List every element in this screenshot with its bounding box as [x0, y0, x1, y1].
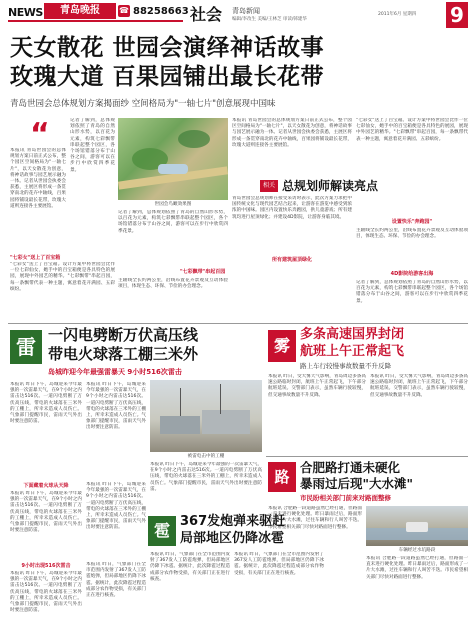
- sidebar-title: 总规划师解读亮点: [282, 179, 379, 193]
- paper-name: 青岛晚报: [44, 3, 116, 19]
- story4-col-1: 本报讯 合肥路一段道路虽然已经打通，但路面一直未进行硬化处理。昨日暴雨过后，路面形成了一片大水滩，过往车辆和行人叫苦不迭。市民希望相关部门尽快对路面进行整修。: [268, 506, 362, 530]
- road-badge-icon: 路: [268, 462, 296, 492]
- lead-section-title: "七彩女"送上了百宝箱: [10, 255, 61, 261]
- story5-col-1: 本报讯 昨日，气象部门在全市范围内发射了367发人工防雹炮弹，但局部地区仍降下冰雹。据统计，此次降雹过程造成部分农作物受损，有关部门正在进行核查。: [86, 562, 146, 599]
- story2-headline-2: 带电火球落工棚三米外: [48, 345, 199, 363]
- story5-headline-2: 局部地区仍降冰雹: [180, 531, 285, 546]
- lightning-badge-icon: 雷: [10, 330, 42, 364]
- section-name: 社会: [190, 5, 223, 24]
- section-divider: [8, 323, 468, 324]
- fog-badge-icon: 雾: [268, 330, 296, 362]
- story3-subhead: 路上车行较慢事故数量不升反降: [300, 362, 391, 370]
- story3-col-2: 本报讯 昨日，受大雾天气影响，青岛周边多条高速公路临时封闭，航班上午正常起飞，下午部分航班延误。交警部门表示，虽然车辆行驶较慢，但交通事故数量不升反降。: [370, 374, 468, 398]
- story4-col-2: 本报讯 合肥路一段道路虽然已经打通，但路面一直未进行硬化处理。昨日暴雨过后，路面形成了一片大水滩，过往车辆和行人叫苦不迭。市民希望相关部门尽快对路面进行整修。: [366, 556, 468, 580]
- story2-col-2: 本报讯 昨日下午，岛城迎来今年最强的一次雷暴天气，在9个小时之内雷击达516次。一道闪电劈断了万伏高压线，带电的火球落在三米外的工棚上，所幸未造成人员伤亡。气象部门提醒市民，雷雨天气外出时要注意防雷。: [86, 382, 146, 431]
- lead-column-4: 主轴线全长约两公里，沿线布置花卉景观及互动体验项目，体现生态、环保、节俭的办会理念。: [118, 278, 228, 290]
- story2-col-3: 本报讯 昨日下午，岛城迎来今年最强的一次雷暴天气，在9个小时之内雷击达516次。一道闪电劈断了万伏高压线，带电的火球落在三米外的工棚上，所幸未造成人员伤亡。气象部门提醒市民，雷雨天气外出时要注意防雷。: [10, 491, 82, 534]
- story2-section-title: 下面藏着火球从天降: [23, 483, 69, 489]
- story3-headline-1: 多条高速国界封闭: [300, 327, 405, 342]
- sidebar-text-2: 主轴线全长约两公里，沿线布置花卉景观及互动体验项目，体现生态、环保、节俭的办会理念。: [356, 228, 468, 240]
- story5-col-3: 本报讯 昨日，气象部门在全市范围内发射了367发人工防雹炮弹，但局部地区仍降下冰雹。据统计，此次降雹过程造成部分农作物受损，有关部门正在进行核查。: [234, 552, 324, 576]
- story4-photo: [366, 506, 468, 546]
- lead-photo-caption: 世园会鸟瞰效果图: [154, 202, 192, 207]
- story2-section-title-2: 9小时出现516次雷击: [21, 563, 71, 569]
- story2-subhead: 岛城昨迎今年最强雷暴天 9小时516次雷击: [48, 368, 182, 376]
- lead-column-5: 本报讯 青岛世园会的总体规划方案日前正式公布，整个园区空间格局为"一轴七片"，以天女散花为创意，将神话故事与园艺展示融为一体。记者从世园会执委会获悉，主展区将形成一条贯穿南北的花卉中轴线，百果园将铺设最长花带，玫瑰大道则连接各主要展馆。: [232, 118, 352, 148]
- section-divider-right: [266, 456, 468, 457]
- story2-photo: [150, 380, 262, 452]
- lead-column-1: 本报讯 青岛世园会的总体规划方案日前正式公布，整个园区空间格局为"一轴七片"，以天女散花为创意，将神话故事与园艺展示融为一体。记者从世园会执委会获悉，主展区将形成一条贯穿南北的花卉中轴线，百果园将铺设最长花带，玫瑰大道则连接各主要展馆。: [10, 148, 66, 209]
- sidebar-sub-3: 4D影院给游客出海: [390, 271, 434, 277]
- sidebar-sub-1: 设置快乐"奔跑园": [391, 219, 433, 225]
- story2-photo-caption: 被雷电击中的工棚: [187, 454, 225, 459]
- story3-headline-2: 航班上午正常起飞: [300, 344, 405, 359]
- lead-photo: [118, 118, 228, 200]
- quote-mark-icon: “: [30, 117, 50, 152]
- section-sub: 青岛新闻: [232, 7, 260, 15]
- story4-photo-caption: 车辆经过水坑路段: [398, 548, 436, 553]
- story2-headline-1: 一闪电劈断万伏高压线: [48, 326, 199, 344]
- lead-headline-1: 天女散花 世园会演绎神话故事: [10, 35, 325, 61]
- lead-column-6: "七彩女"送上了百宝箱。设计方案中将世园会比作一位七彩仙女，她手中的百宝箱便是各具特色的展园，展现中外园艺的精华。"七彩飘带"串起百园，每一条飘带代表一种主题，寓意着花开满园、五彩缤纷。: [356, 118, 468, 142]
- lead-column-3b: 记者了解到，总体规划依照了青岛的自然山形水势，以百花为元素，构筑七彩飘带串联起整个园区，各个场馆错落分布于山谷之间，游客可以在步行中欣赏四季花景。: [118, 210, 228, 234]
- page-number: 9: [446, 2, 468, 28]
- lead-headline-2: 玫瑰大道 百果园铺出最长花带: [10, 64, 325, 90]
- story4-headline-1: 合肥路打通未硬化: [300, 460, 401, 475]
- story3-col-1: 本报讯 昨日，受大雾天气影响，青岛周边多条高速公路临时封闭，航班上午正常起飞，下午部分航班延误。交警部门表示，虽然车辆行驶较慢，但交通事故数量不升反降。: [268, 374, 366, 398]
- sidebar-text-3: 记者了解到，总体规划依照了青岛的自然山形水势，以百花为元素，构筑七彩飘带串联起整个园区，各个场馆错落分布于山谷之间，游客可以在步行中欣赏四季花景。: [356, 280, 468, 304]
- news-label: NEWS: [8, 6, 43, 19]
- story2-col-6: 本报讯 昨日下午，岛城迎来今年最强的一次雷暴天气，在9个小时之内雷击达516次。一道闪电劈断了万伏高压线，带电的火球落在三米外的工棚上，所幸未造成人员伤亡。气象部门提醒市民，雷雨天气外出时要注意防雷。: [10, 571, 82, 614]
- story5-col-2: 本报讯 昨日，气象部门在全市范围内发射了367发人工防雹炮弹，但局部地区仍降下冰雹。据统计，此次降雹过程造成部分农作物受损，有关部门正在进行核查。: [150, 552, 230, 582]
- sidebar-sub-2: 所有建筑屋顶绿化: [271, 257, 312, 263]
- lead-subhead: 青岛世园会总体规划方案揭面纱 空间格局为"一轴七片"创意展现中国味: [10, 99, 276, 109]
- hotline-number: 88258663: [133, 6, 189, 17]
- story2-col-5: 本报讯 昨日下午，岛城迎来今年最强的一次雷暴天气，在9个小时之内雷击达516次。一道闪电劈断了万伏高压线，带电的火球落在三米外的工棚上，所幸未造成人员伤亡。气象部门提醒市民，雷雨天气外出时要注意防雷。: [150, 462, 262, 492]
- lead-column-3: "七彩女"送上了百宝箱。设计方案中将世园会比作一位七彩仙女，她手中的百宝箱便是各具特色的展园，展现中外园艺的精华。"七彩飘带"串起百园，每一条飘带代表一种主题，寓意着花开满园、五彩缤纷。: [10, 262, 115, 292]
- sidebar-tag: 相关: [260, 180, 278, 192]
- date-line: 2011年6月 星期四: [378, 12, 417, 17]
- lead-column-2: 记者了解到，总体规划依照了青岛的自然山形水势，以百花为元素，构筑七彩飘带串联起整个园区，各个场馆错落分布于山谷之间，游客可以在步行中欣赏四季花景。: [70, 118, 115, 173]
- lead-section-title-2: "七彩飘带"串起百园: [180, 269, 226, 275]
- story4-subhead: 市民盼相关部门前来对路面整修: [300, 494, 391, 502]
- story2-col-4: 本报讯 昨日下午，岛城迎来今年最强的一次雷暴天气，在9个小时之内雷击达516次。一道闪电劈断了万伏高压线，带电的火球落在三米外的工棚上，所幸未造成人员伤亡。气象部门提醒市民，雷雨天气外出时要注意防雷。: [86, 482, 146, 531]
- editor-line: 编辑/李改生 美编/王林芝 审读/韩建华: [232, 17, 307, 22]
- masthead-divider: [8, 20, 183, 22]
- hail-badge-icon: 雹: [148, 516, 176, 546]
- story5-headline-1: 367发炮弹来驱赶: [180, 514, 286, 529]
- masthead: [0, 0, 475, 34]
- phone-icon: ☎: [119, 6, 129, 15]
- story2-col-1: 本报讯 昨日下午，岛城迎来今年最强的一次雷暴天气，在9个小时之内雷击达516次。一道闪电劈断了万伏高压线，带电的火球落在三米外的工棚上，所幸未造成人员伤亡。气象部门提醒市民，雷雨天气外出时要注意防雷。: [10, 382, 82, 425]
- sidebar-text: 青岛世园会总规划师在接受采访时表示，此次方案力求把中国传统文化与现代园艺结合起来，让游客在游览中感受到浓浓的中国味。园区内设置快乐奔跑园，供儿童游戏；所有建筑均进行屋顶绿化；并建设4D影院，让游客身临其境。: [232, 196, 352, 220]
- story4-headline-2: 暴雨过后现"大水滩": [300, 476, 414, 491]
